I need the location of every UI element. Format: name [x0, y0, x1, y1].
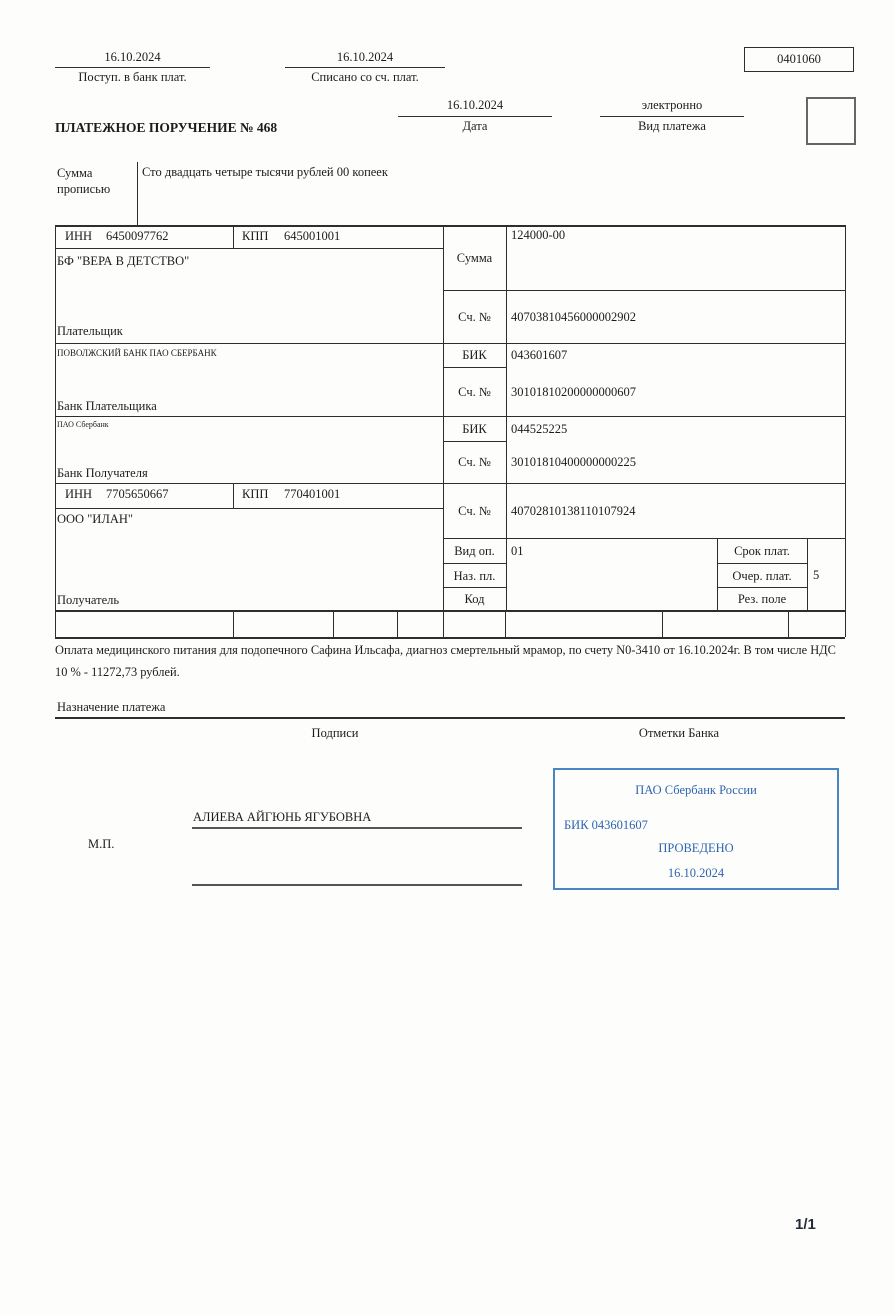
received-in-bank-label: Поступ. в банк плат.	[78, 70, 187, 84]
amount-words-value: Сто двадцать четыре тысячи рублей 00 копеек	[142, 165, 388, 179]
op-kind-value: 01	[511, 544, 524, 558]
document-date: 16.10.2024	[446, 98, 504, 112]
payer-kpp-label: КПП	[242, 229, 269, 243]
purpose-text: Оплата медицинского питания для подопечного Сафина Ильсафа, диагноз смертельный мрамор, по счету N0-3410 от 16.10.2024г. В том числе НДС 10 % - 11272,73 рублей.	[55, 643, 836, 679]
payer-bank-account-label: Сч. №	[458, 385, 491, 399]
grid-line	[55, 610, 845, 612]
grid-line	[788, 610, 789, 637]
payee-bank-bik-value: 044525225	[511, 422, 568, 436]
grid-line	[443, 563, 506, 564]
payer-account-value: 40703810456000002902	[511, 310, 636, 324]
purpose-rule	[55, 717, 845, 719]
payee-bank-name: ПАО Сбербанк	[57, 420, 109, 429]
priority-box-empty	[806, 97, 856, 145]
debited-label: Списано со сч. плат.	[311, 70, 419, 84]
payee-account-label: Сч. №	[458, 504, 491, 518]
payee-name: ООО "ИЛАН"	[57, 512, 133, 526]
code-label: Код	[464, 592, 485, 606]
payer-name: БФ "ВЕРА В ДЕТСТВО"	[57, 254, 190, 268]
grid-line	[443, 610, 444, 637]
grid-line	[506, 225, 507, 610]
grid-line	[55, 225, 845, 227]
payee-kpp-value: 770401001	[284, 487, 341, 501]
purpose-code-label: Наз. пл.	[453, 569, 496, 583]
grid-line	[55, 637, 845, 639]
grid-line	[233, 610, 234, 637]
payer-inn-value: 6450097762	[106, 229, 169, 243]
grid-line	[55, 343, 845, 344]
priority-label: Очер. плат.	[732, 569, 792, 583]
payer-bank-name: ПОВОЛЖСКИЙ БАНК ПАО СБЕРБАНК	[57, 348, 217, 358]
payee-bank-account-label: Сч. №	[458, 455, 491, 469]
due-date-label: Срок плат.	[734, 544, 790, 558]
stamp-status: ПРОВЕДЕНО	[658, 841, 734, 855]
grid-line	[845, 225, 846, 637]
document-title: ПЛАТЕЖНОЕ ПОРУЧЕНИЕ № 468	[55, 120, 278, 135]
stamp-bank-name: ПАО Сбербанк России	[635, 783, 757, 797]
payment-kind-label: Вид платежа	[638, 119, 706, 133]
received-in-bank-date: 16.10.2024	[104, 50, 161, 64]
signer-name: АЛИЕВА АЙГЮНЬ ЯГУБОВНА	[193, 810, 372, 824]
payee-bank-label: Банк Получателя	[57, 466, 148, 480]
signatures-label: Подписи	[311, 726, 359, 740]
grid-line	[55, 225, 56, 637]
page-number: 1/1	[795, 1216, 816, 1233]
payer-inn-label: ИНН	[65, 229, 93, 243]
grid-line	[55, 508, 443, 509]
payer-bank-label: Банк Плательщика	[57, 399, 157, 413]
grid-line	[662, 610, 663, 637]
grid-line	[443, 290, 845, 291]
date-label: Дата	[462, 119, 488, 133]
payer-account-label: Сч. №	[458, 310, 491, 324]
grid-line	[807, 538, 808, 610]
bank-marks-label: Отметки Банка	[638, 726, 720, 740]
grid-line	[397, 610, 398, 637]
signature-line-2	[192, 884, 522, 886]
received-date-underline	[55, 67, 210, 68]
payee-inn-value: 7705650667	[106, 487, 169, 501]
grid-line	[443, 587, 506, 588]
payee-kpp-label: КПП	[242, 487, 269, 501]
grid-line	[717, 587, 807, 588]
stamp-date: 16.10.2024	[667, 866, 725, 880]
payee-bank-account-value: 30101810400000000225	[511, 455, 636, 469]
debited-date: 16.10.2024	[336, 50, 394, 64]
grid-line	[333, 610, 334, 637]
signature-line-1	[192, 827, 522, 829]
bank-stamp	[553, 768, 839, 890]
grid-line	[55, 416, 845, 417]
reserve-field-label: Рез. поле	[737, 592, 787, 606]
payer-bank-account-value: 30101810200000000607	[511, 385, 636, 399]
grid-line	[233, 225, 234, 248]
payer-bank-bik-value: 043601607	[511, 348, 568, 362]
mp-label: М.П.	[88, 837, 115, 851]
payer-bank-bik-label: БИК	[462, 348, 487, 362]
grid-line	[233, 483, 234, 508]
grid-line	[443, 367, 506, 368]
grid-line	[505, 610, 506, 637]
payee-label: Получатель	[57, 593, 120, 607]
sum-value: 124000-00	[511, 228, 566, 242]
grid-line	[55, 248, 443, 249]
stamp-bik: БИК 043601607	[564, 818, 648, 832]
grid-line	[443, 441, 506, 442]
amount-words-divider	[137, 162, 138, 225]
form-code: 0401060	[777, 51, 821, 66]
payee-bank-bik-label: БИК	[462, 422, 487, 436]
payment-kind-value: электронно	[641, 98, 703, 112]
sum-label: Сумма	[456, 251, 493, 265]
payee-account-value: 40702810138110107924	[511, 504, 636, 518]
grid-line	[443, 538, 845, 539]
form-code-box	[744, 47, 854, 72]
grid-line	[55, 483, 845, 484]
payment-kind-underline	[600, 116, 744, 117]
grid-line	[717, 563, 807, 564]
payer-kpp-value: 645001001	[284, 229, 341, 243]
payee-inn-label: ИНН	[65, 487, 93, 501]
payer-label: Плательщик	[57, 324, 123, 338]
debited-date-underline	[285, 67, 445, 68]
priority-value: 5	[813, 568, 820, 582]
purpose-label: Назначение платежа	[57, 700, 166, 714]
op-kind-label: Вид оп.	[454, 544, 495, 558]
date-underline	[398, 116, 552, 117]
amount-words-label: Сумма прописью	[57, 166, 111, 196]
